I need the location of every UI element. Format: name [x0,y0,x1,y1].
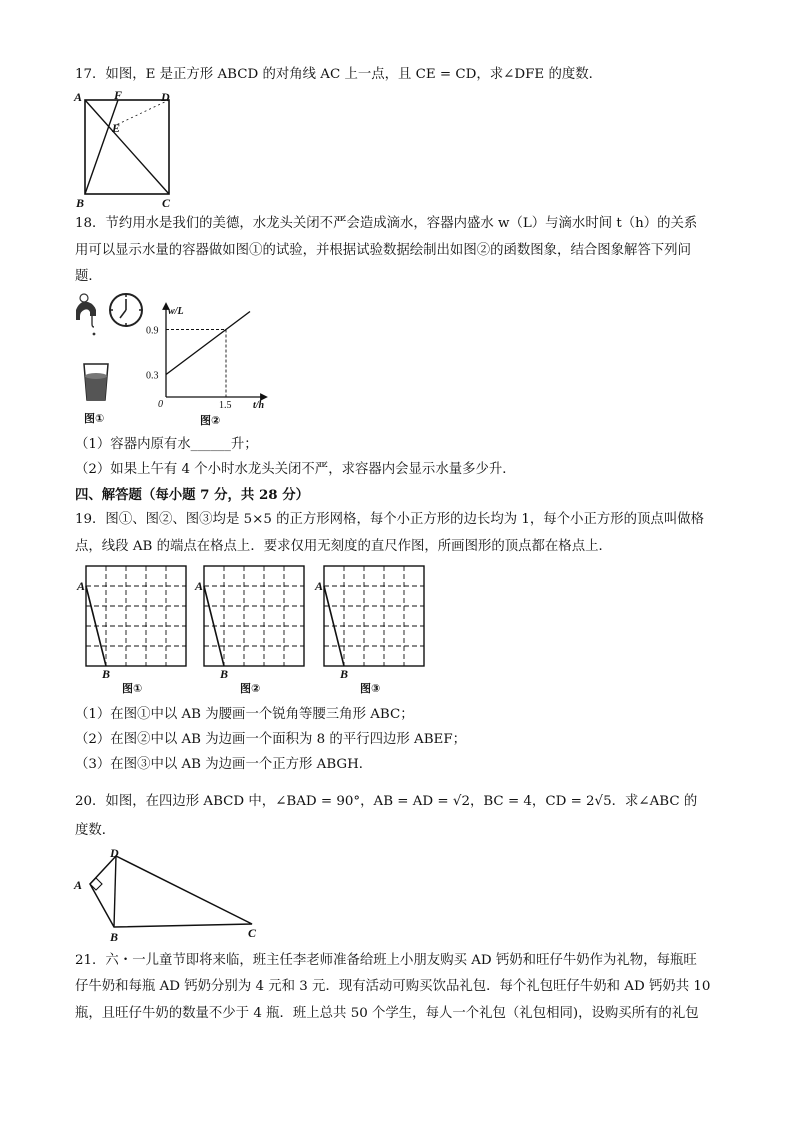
q18-line2: 用可以显示水量的容器做如图①的试验，并根据试验数据绘制出如图②的函数图象，结合图象解答下列问 [75,243,691,258]
label-a: A [195,579,204,593]
section-heading: 四、解答题（每小题 7 分，共 28 分） [75,487,310,503]
q20-line1: 20．如图，在四边形 ABCD 中，∠BAD = 90°，AB = AD = √2，BC = 4，CD = 2√5．求∠ABC 的 [75,794,698,809]
clock-icon [110,294,142,326]
label-e: E [112,121,121,135]
q20-figure [70,845,270,945]
grid-caption: 图② [240,682,261,695]
q17-text: 17．如图，E 是正方形 ABCD 的对角线 AC 上一点，且 CE = CD，求∠DFE 的度数． [75,67,603,82]
series-line [166,312,250,375]
label-c: C [162,196,171,210]
label-a: A [77,579,86,593]
grid-caption: 图③ [360,682,381,695]
q18-fig2-chart [140,300,280,430]
x-tick-label: 1.5 [219,400,232,411]
y-axis-label: w/L [168,306,184,317]
q19-sub1: （1）在图①中以 AB 为腰画一个锐角等腰三角形 ABC； [75,707,414,722]
q19-sub2: （2）在图②中以 AB 为边画一个面积为 8 的平行四边形 ABEF； [75,732,467,747]
grid-figure-3 [314,566,424,695]
q18-fig1 [70,288,150,428]
fig2-caption: 图② [200,414,221,427]
label-d: D [161,90,170,104]
q18-sub2: （2）如果上午有 4 个小时水龙头关闭不严，求容器内会显示水量多少升． [75,462,516,477]
x-axis-label: t/h [253,400,265,411]
grid-figure-2 [194,566,304,695]
label-a: A [74,90,83,104]
diagonal-bd [114,856,116,927]
label-f: F [114,88,123,102]
label-b: B [76,196,85,210]
q20-line2: 度数． [75,823,116,838]
q18-sub1: （1）容器内原有水______升； [75,437,258,452]
segment-bf [85,100,121,194]
q21-line2: 仔牛奶和每瓶 AD 钙奶分别为 4 元和 3 元．现有活动可购买饮品礼包．每个礼包旺仔牛奶和 AD 钙奶共 10 [75,979,711,994]
q19-grids [70,560,440,695]
faucet-icon [76,294,96,335]
q18-line1: 18．节约用水是我们的美德，水龙头关闭不严会造成滴水，容器内盛水 w（L）与滴水时间 t（h）的关系 [75,216,698,231]
y-tick-label: 0.9 [146,325,159,337]
q17-figure [72,90,192,210]
label-a: A [74,878,83,892]
grid-caption: 图① [122,682,143,695]
label-b: B [102,667,111,681]
q18-line3: 题． [75,269,102,284]
q19-line1: 19．图①、图②、图③均是 5×5 的正方形网格，每个小正方形的边长均为 1，每个小正方形的顶点叫做格 [75,512,704,527]
label-b: B [110,930,119,944]
grid-figure-1 [76,566,186,695]
q21-line1: 21．六・一儿童节即将来临，班主任李老师准备给班上小朋友购买 AD 钙奶和旺仔牛奶作为礼物，每瓶旺 [75,953,697,968]
label-a: A [315,579,324,593]
q19-line2: 点，线段 AB 的端点在格点上．要求仅用无刻度的直尺作图，所画图形的顶点都在格点上． [75,539,612,554]
cup-icon [84,364,108,400]
label-b: B [340,667,349,681]
y-tick-label: 0.3 [146,370,159,382]
label-b: B [220,667,229,681]
fig1-caption: 图① [84,412,105,425]
diagonal-ac [85,100,169,194]
q21-line3: 瓶，且旺仔牛奶的数量不少于 4 瓶．班上总共 50 个学生，每人一个礼包（礼包相同)，设购买所有的礼包 [75,1006,699,1021]
origin-label: 0 [158,399,163,410]
label-c: C [248,926,257,940]
label-d: D [110,846,119,860]
q19-sub3: （3）在图③中以 AB 为边画一个正方形 ABGH． [75,757,373,772]
